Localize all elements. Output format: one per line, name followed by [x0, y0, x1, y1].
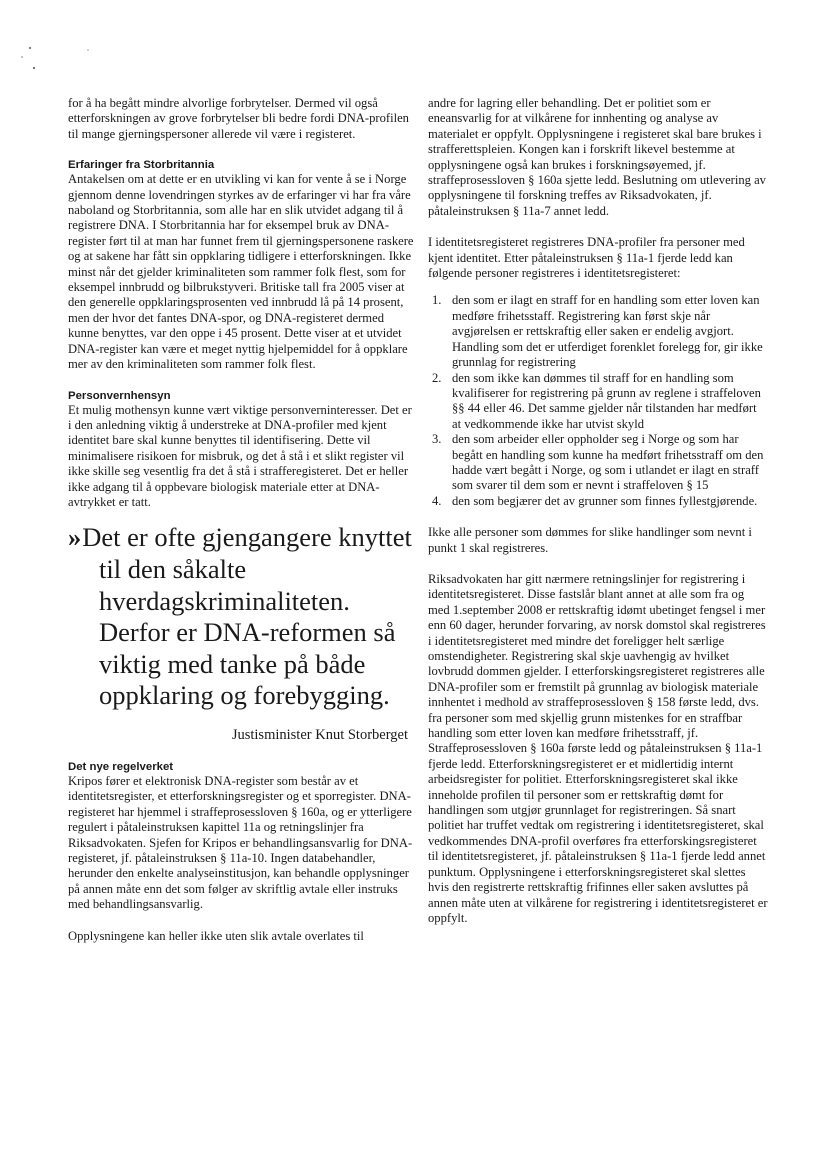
paragraph: Opplysningene kan heller ikke uten slik avtale overlates til [68, 928, 364, 943]
list-item [428, 494, 768, 509]
list-item-text: den som er ilagt en straff for en handling som etter loven kan medføre frihetsstaff. Registrering kan først skje når avgjørelsen er rettskraftig eller saken er endelig avgjort. Handling som det er utferdiget forenklet forelegg for, gir ikke grunnlag for registrering [452, 293, 763, 370]
paragraph: Antakelsen om at dette er en utvikling vi kan for vente å se i Norge gjennom denne lovendringen styrkes av de erfaringer vi har fra våre naboland og Storbritannia, som alle har en slik utvidet adgang til å registrere DNA. I Storbritannia har for eksempel bruk av DNA-register ført til at man har funnet frem til gjerningspersonene raskere og at sakene har fått sin oppklaring tidligere i etterforskningen. Ikke minst når det gjelder kriminaliteten som rammer folk flest, som for eksempel innbrudd og bilbrukstyveri. Britiske tall fra 2005 viser at den generelle oppklaringsprosenten ved innbrudd lå på 14 prosent, men der hvor det fantes DNA-spor, og DNA-registeret dermed kunne benyttes, var den oppe i 45 prosent. Dette viser at et utvidet DNA-register kan være et meget nyttig hjelpemiddel for å oppklare mer av den kriminaliteten som rammer folk flest. [68, 172, 414, 372]
section-heading: Det nye regelverket [68, 760, 174, 773]
paragraph: for å ha begått mindre alvorlige forbrytelser. Dermed vil også etterforskningen av grove forbrytelser bli bedre fordi DNA-profilen til mange gjerningspersoner allerede vil være i registeret. [68, 96, 409, 141]
right-column [428, 96, 768, 926]
quote-mark-icon: » [68, 522, 80, 553]
list-item [428, 371, 768, 433]
section-heading: Personvernhensyn [68, 389, 171, 402]
pull-quote-body: Det er ofte gjengangere knyttet til den såkalte hverdagskriminaliteten. Derfor er DNA-reformen så viktig med tanke på både oppklaring og forebygging. [82, 522, 412, 711]
list-item [428, 293, 768, 370]
list-number: 3. [432, 432, 442, 447]
list-number: 2. [432, 370, 442, 385]
list-number: 4. [432, 493, 442, 508]
paragraph: Et mulig mothensyn kunne vært viktige personverninteresser. Det er i den anledning viktig å understreke at DNA-profiler med kjent identitet bare skal kunne benyttes til identifisering. Dette vil minimalisere risikoen for misbruk, og det å stå i et slikt register vil ikke skille seg vesentlig fra det å stå i strafferegisteret. Det er heller ikke adgang til å oppbevare biologisk materiale etter at DNA-avtrykket er tatt. [68, 402, 412, 509]
list-item [428, 432, 768, 494]
list-item-text: den som ikke kan dømmes til straff for en handling som kvalifiserer for registrering på grunn av reglene i straffeloven §§ 44 eller 46. Det samme gjelder når tilstanden har medført at vedkommende ikke har utvist skyld [452, 370, 761, 431]
paragraph: Kripos fører et elektronisk DNA-register som består av et identitetsregister, et etterforskningsregister og et sporregister. DNA-registeret har hjemmel i straffeprosessloven § 160a, og er ytterligere regulert i påtaleinstruksen kapittel 11a og retningslinjer fra Riksadvokaten. Sjefen for Kripos er behandlingsansvarlig for DNA-registeret, jf. påtaleinstruksen § 11a-10. Ingen databehandler, herunder den enkelte analyseinstitusjon, kan behandle opplysninger på annen måte enn det som følger av skriftlig avtale eller instruks med behandlingsansvarlig. [68, 773, 413, 912]
pull-quote-text [68, 522, 414, 712]
section-heading: Erfaringer fra Storbritannia [68, 159, 215, 172]
list-item-text: den som arbeider eller oppholder seg i Norge og som har begått en handling som kunne ha medført frihetsstraff om den hadde vært begått i Norge, og som i utlandet er ilagt en straff som svarer til dem som er nevnt i straffeloven § 15 [452, 432, 764, 493]
paragraph: Riksadvokaten har gitt nærmere retningslinjer for registrering i identitetsregisteret. Disse fastslår blant annet at alle som fra og med 1.september 2008 er rettskraftig idømt ubetinget fengsel i mer enn 60 dager, herunder forvaring, av norsk domstol skal registreres i identitetsregisteret med mindre det foreligger helt særlige omstendigheter. Registrering skal skje uavhengig av hvilket lovbrudd dommen gjelder. I etterforskingsregisteret registreres alle DNA-profiler som er fremstilt på grunnlag av biologisk materiale innhentet i medhold av straffeprosessloven § 158 første ledd, dvs. fra personer som med skjellig grunn mistenkes for en straffbar handling som etter loven kan medføre frihetsstraff, jf. Straffeprosessloven § 160a første ledd og påtaleinstruksen § 11a-1 fjerde ledd. Etterforskningsregisteret er et midlertidig internt arbeidsregister for politiet. Etterforskningsregisteret skal ikke inneholde profilen til personer som er rettskraftig dømt for handlingen som utgjør grunnlaget for registreringen. Så snart politiet har truffet vedtak om registrering i identitetsregisteret, skal vedkommendes DNA-profil overføres fra etterforskingsregisteret til identitetsregisteret, jf. påtaleinstruksen § 11a-1 fjerde ledd annet punktum. Opplysningene i etterforskningsregisteret skal slettes hvis den registrerte rettskraftig frifinnes eller saken avsluttes på annen måte uten at vilkårene for registrering i identitetsregisteret er oppfylt. [428, 571, 768, 925]
list-number: 1. [432, 293, 442, 308]
list-item-text: den som begjærer det av grunner som finnes fyllestgjørende. [452, 493, 758, 508]
paragraph: andre for lagring eller behandling. Det er politiet som er eneansvarlig for at vilkårene for innhenting og analyse av materialet er oppfylt. Opplysningene i registeret skal bare brukes i strafferettspleien. Kongen kan i forskrift likevel bestemme at opplysningene også kan brukes i forskningsøyemed, jf. straffeprosessloven § 160a sjette ledd. Beslutning om utlevering av opplysningene til forskning treffes av Riksadvokaten, jf. påtaleinstruksen § 11a-7 annet ledd. [428, 96, 766, 218]
left-column [68, 96, 414, 944]
scan-specks [18, 38, 98, 78]
paragraph: I identitetsregisteret registreres DNA-profiler fra personer med kjent identitet. Etter påtaleinstruksen § 11a-1 fjerde ledd kan følgende personer registreres i identitetsregisteret: [428, 235, 745, 281]
registration-criteria-list [428, 293, 768, 509]
pull-quote [68, 522, 414, 744]
quote-attribution: Justisminister Knut Storberget [231, 726, 408, 743]
paragraph: Ikke alle personer som dømmes for slike handlinger som nevnt i punkt 1 skal registreres. [428, 525, 752, 555]
